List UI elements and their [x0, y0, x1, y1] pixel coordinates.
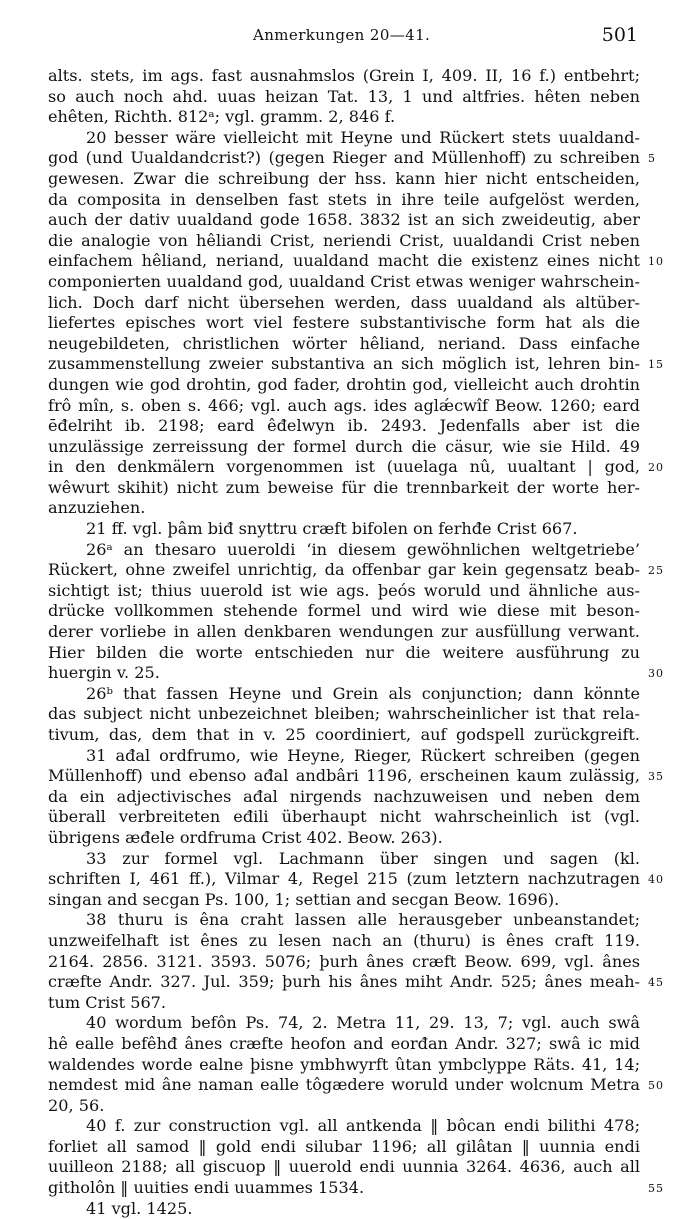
line-number: 30 — [648, 667, 664, 681]
text-line-content: githolôn ‖ uuities endi uuammes 1534. — [48, 1178, 365, 1198]
text-line-content: huergin v. 25. — [48, 663, 160, 683]
text-line-content: 26ᵇ that fassen Heyne und Grein als conjunction; dann könnte — [86, 683, 640, 703]
text-line — [48, 869, 664, 890]
text-line — [48, 952, 640, 973]
text-line-content: 38 thuru is êna craht lassen alle herausgeber unbeanstandet; — [86, 910, 640, 930]
text-line — [48, 354, 664, 375]
text-line — [48, 437, 640, 458]
text-line-content: 20, 56. — [48, 1095, 105, 1115]
text-line — [48, 1137, 640, 1158]
text-line — [48, 107, 640, 128]
text-line-content: in den denkmälern vorgenommen ist (uuelaga nû, uualtant | god, — [48, 457, 640, 477]
line-number: 40 — [648, 873, 664, 887]
text-line — [48, 1178, 664, 1199]
text-line — [48, 1055, 640, 1076]
text-line-content: 21 ff. vgl. þâm biđ snyttru cræft bifolen on ferhđe Crist 667. — [86, 519, 578, 539]
text-line-content: drücke vollkommen stehende formel und wird wie diese mit beson- — [48, 601, 640, 621]
text-line-content: anzuziehen. — [48, 498, 146, 518]
text-line — [48, 1034, 640, 1055]
text-line — [48, 1116, 640, 1137]
text-line — [48, 457, 664, 478]
text-line-content: 40 f. zur construction vgl. all antkenda ‖ bôcan endi bilithi 478; — [86, 1116, 640, 1136]
annotation-text — [48, 66, 664, 1219]
text-line — [48, 1157, 640, 1178]
text-line-content: cræfte Andr. 327. Jul. 359; þurh his ânes miht Andr. 525; ânes meah- — [48, 972, 640, 992]
line-number: 35 — [648, 770, 664, 784]
text-line-content: tivum, das, dem that in v. 25 coordiniert, auf godspell zurückgreift. — [48, 725, 640, 744]
line-number: 5 — [648, 152, 656, 166]
text-line-content: Müllenhoff) und ebenso ađal andbâri 1196, erscheinen kaum zulässig, — [48, 766, 640, 786]
text-line — [48, 663, 664, 684]
line-number: 25 — [648, 564, 664, 578]
text-line-content: überall verbreiteten eđili überhaupt nicht wahrscheinlich ist (vgl. — [48, 807, 640, 827]
text-line-content: forliet all samod ‖ gold endi silubar 1196; all gilâtan ‖ uunnia endi — [48, 1136, 640, 1156]
text-line — [48, 128, 640, 149]
line-number: 10 — [648, 255, 664, 269]
page-header — [48, 24, 638, 46]
line-number: 50 — [648, 1079, 664, 1093]
text-line-content: 31 ađal ordfrumo, wie Heyne, Rieger, Rückert schreiben (gegen — [86, 745, 640, 765]
text-line-content: 40 wordum befôn Ps. 74, 2. Metra 11, 29. 13, 7; vgl. auch swâ — [86, 1013, 640, 1033]
text-line — [48, 1199, 640, 1219]
text-line-content: ehêten, Richth. 812ᵃ; vgl. gramm. 2, 846 f. — [48, 107, 396, 127]
text-line — [48, 416, 640, 437]
line-number: 45 — [648, 976, 664, 990]
text-line-content: einfachem hêliand, neriand, uualdand macht die existenz eines nicht — [48, 251, 640, 271]
running-head: Anmerkungen 20—41. — [253, 26, 431, 44]
text-line-content: derer vorliebe in allen denkbaren wendungen zur ausfüllung verwant. — [48, 622, 640, 642]
text-line — [48, 787, 640, 808]
text-line — [48, 807, 640, 828]
text-line — [48, 148, 656, 169]
text-line — [48, 272, 640, 293]
text-line — [48, 478, 640, 499]
text-line — [48, 66, 640, 87]
page-number: 501 — [601, 24, 638, 46]
text-line — [48, 87, 640, 108]
text-line-content: unzweifelhaft ist ênes zu lesen nach an (thuru) is ênes craft 119. — [48, 930, 640, 950]
text-line-content: singan and secgan Ps. 100, 1; settian and secgan Beow. 1696). — [48, 889, 560, 909]
text-line-content: 33 zur formel vgl. Lachmann über singen und sagen (kl. — [86, 848, 640, 868]
text-line-content: componierten uualdand god, uualdand Crist etwas weniger wahrschein- — [48, 271, 640, 291]
text-line — [48, 1013, 640, 1034]
text-line — [48, 293, 640, 314]
text-line — [48, 890, 640, 911]
text-line-content: dungen wie god drohtin, god fader, drohtin god, vielleicht auch drohtin — [48, 374, 640, 394]
text-line — [48, 334, 640, 355]
text-line-content: frô mîn, s. oben s. 466; vgl. auch ags. ides aglǽcwîf Beow. 1260; eard — [48, 395, 640, 415]
text-line — [48, 169, 640, 190]
text-line-content: god (und Uualdandcrist?) (gegen Rieger and Müllenhoff) zu schreiben — [48, 148, 640, 168]
line-number: 55 — [648, 1182, 664, 1196]
text-line-content: Hier bilden die worte entschieden nur die weitere ausführung zu — [48, 642, 640, 662]
text-line — [48, 313, 640, 334]
text-line — [48, 704, 640, 725]
text-line-content: 26ᵃ an thesaro uueroldi ‘in diesem gewöhnlichen weltgetriebe’ — [86, 539, 640, 559]
text-line — [48, 910, 640, 931]
text-line-content: da ein adjectivisches ađal nirgends nachzuweisen und neben dem — [48, 786, 640, 806]
text-line — [48, 1096, 640, 1117]
text-line — [48, 581, 640, 602]
text-line — [48, 231, 640, 252]
text-line — [48, 725, 640, 746]
text-line-content: das subject nicht unbezeichnet bleiben; wahrscheinlicher ist that rela- — [48, 704, 640, 724]
text-line — [48, 540, 640, 561]
text-line — [48, 190, 640, 211]
text-line-content: liefertes episches wort viel festere substantivische form hat als die — [48, 313, 640, 333]
line-number: 15 — [648, 358, 664, 372]
text-line — [48, 601, 640, 622]
text-line-content: 2164. 2856. 3121. 3593. 5076; þurh ânes cræft Beow. 699, vgl. ânes — [48, 951, 640, 971]
text-line-content: 41 vgl. 1425. — [86, 1198, 193, 1218]
text-line-content: hê ealle befêhđ ânes cræfte heofon and eorđan Andr. 327; swâ ic mid — [48, 1033, 640, 1053]
text-line-content: neugebildeten, christlichen wörter hêliand, neriand. Dass einfache — [48, 333, 640, 353]
text-line — [48, 498, 640, 519]
text-line-content: alts. stets, im ags. fast ausnahmslos (Grein I, 409. II, 16 f.) entbehrt; — [48, 66, 640, 85]
text-line — [48, 622, 640, 643]
text-line-content: übrigens æđele ordfruma Crist 402. Beow. 263). — [48, 827, 443, 847]
text-line — [48, 396, 640, 417]
text-line-content: waldendes worde ealne þisne ymbhwyrft ûtan ymbclyppe Räts. 41, 14; — [48, 1054, 640, 1074]
text-line — [48, 746, 640, 767]
text-line — [48, 828, 640, 849]
text-line-content: wêwurt skihit) nicht zum beweise für die trennbarkeit der worte her- — [48, 477, 640, 497]
text-line-content: lich. Doch darf nicht übersehen werden, dass uualdand als altüber- — [48, 292, 640, 312]
text-line — [48, 684, 640, 705]
text-line — [48, 972, 664, 993]
text-line-content: da composita in denselben fast stets in ihre teile aufgelöst werden, — [48, 189, 640, 209]
text-line — [48, 375, 640, 396]
text-line-content: die analogie von hêliandi Crist, neriendi Crist, uualdandi Crist neben — [48, 230, 640, 250]
text-line — [48, 849, 640, 870]
line-number: 20 — [648, 461, 664, 475]
text-line-content: 20 besser wäre vielleicht mit Heyne und Rückert stets uualdand- — [86, 127, 640, 147]
text-line — [48, 210, 640, 231]
text-line — [48, 931, 640, 952]
text-line — [48, 766, 664, 787]
text-line — [48, 643, 640, 664]
text-line-content: Rückert, ohne zweifel unrichtig, da offenbar gar kein gegensatz beab- — [48, 560, 640, 580]
text-line-content: unzulässige zerreissung der formel durch die cäsur, wie sie Hild. 49 — [48, 436, 640, 456]
text-line-content: so auch noch ahd. uuas heizan Tat. 13, 1 und altfries. hêten neben — [48, 86, 640, 106]
text-line — [48, 993, 640, 1014]
text-line-content: gewesen. Zwar die schreibung der hss. kann hier nicht entscheiden, — [48, 168, 640, 188]
text-line-content: zusammenstellung zweier substantiva an sich möglich ist, lehren bin- — [48, 354, 640, 374]
text-line-content: uuilleon 2188; all giscuop ‖ uuerold endi uunnia 3264. 4636, auch all — [48, 1157, 640, 1177]
text-line-content: schriften I, 461 ff.), Vilmar 4, Regel 215 (zum letztern nachzutragen — [48, 869, 640, 889]
text-line-content: ēđelriht ib. 2198; eard êđelwyn ib. 2493. Jedenfalls aber ist die — [48, 416, 640, 436]
text-line-content: auch der dativ uualdand gode 1658. 3832 ist an sich zweideutig, aber — [48, 210, 640, 230]
text-line-content: tum Crist 567. — [48, 992, 167, 1012]
text-line-content: sichtigt ist; thius uuerold ist wie ags. þeós woruld und ähnliche aus- — [48, 580, 640, 600]
text-line — [48, 519, 640, 540]
text-line — [48, 560, 664, 581]
text-line — [48, 1075, 664, 1096]
text-line-content: nemdest mid âne naman ealle tôgædere woruld under wolcnum Metra — [48, 1075, 640, 1095]
text-line — [48, 251, 664, 272]
